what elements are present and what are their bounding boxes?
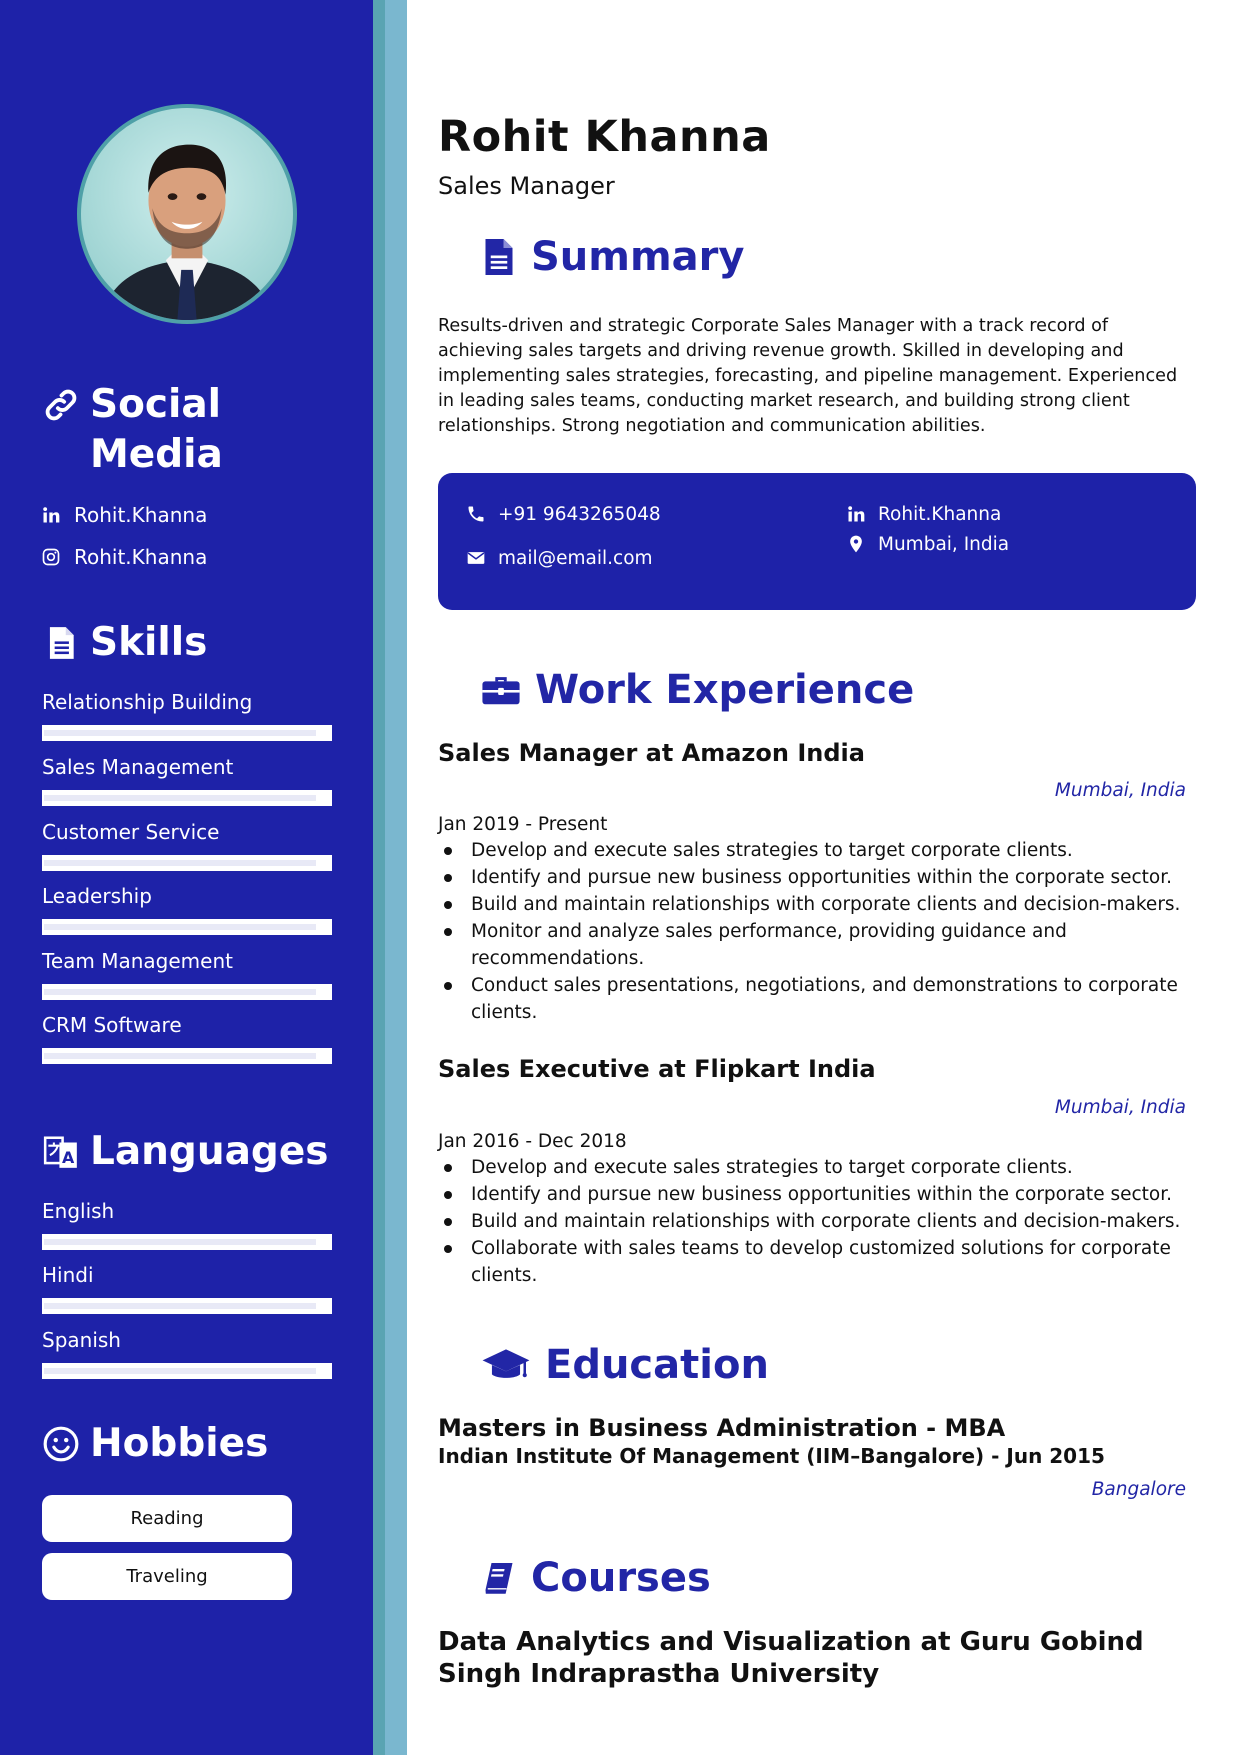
instagram-icon [40, 546, 62, 568]
language-label: English [42, 1199, 115, 1223]
map-pin-icon [844, 533, 868, 555]
candidate-title: Sales Manager [438, 172, 615, 200]
svg-text:A: A [62, 1148, 75, 1168]
email-address: mail@email.com [498, 547, 653, 569]
phone-icon [464, 503, 488, 525]
skill-label: Sales Management [42, 755, 234, 779]
language-label: Spanish [42, 1328, 121, 1352]
skill-item [42, 689, 332, 741]
language-bar [42, 1363, 332, 1379]
linkedin-handle: Rohit.Khanna [74, 503, 208, 527]
skill-bar [42, 1048, 332, 1064]
hobbies-heading-text: Hobbies [90, 1421, 269, 1466]
language-bar [42, 1234, 332, 1250]
list-item: Collaborate with sales teams to develop customized solutions for corporate clients. [438, 1235, 1198, 1289]
summary-heading-text: Summary [531, 234, 745, 280]
languages-heading-text: Languages [90, 1129, 329, 1174]
job-responsibilities [438, 837, 1198, 1026]
summary-heading [481, 234, 744, 280]
skill-item [42, 1012, 332, 1064]
skills-heading [42, 618, 207, 668]
education-school: Indian Institute Of Management (IIM–Bangalore) - Jun 2015 [438, 1444, 1105, 1468]
profile-photo [81, 108, 293, 320]
skill-label: Relationship Building [42, 690, 253, 714]
skill-bar [42, 725, 332, 741]
skill-label: Leadership [42, 884, 152, 908]
job-dates: Jan 2016 - Dec 2018 [438, 1131, 627, 1152]
link-icon [42, 386, 80, 426]
avatar [77, 104, 297, 324]
skill-bar [42, 790, 332, 806]
education-degree: Masters in Business Administration - MBA [438, 1414, 1006, 1442]
skill-bar [42, 855, 332, 871]
list-item: Build and maintain relationships with corporate clients and decision-makers. [438, 1208, 1198, 1235]
language-item [42, 1262, 332, 1314]
job-title: Sales Executive at Flipkart India [438, 1055, 876, 1083]
list-item: Develop and execute sales strategies to target corporate clients. [438, 837, 1198, 864]
contact-phone[interactable] [464, 503, 661, 525]
skill-label: Team Management [42, 949, 233, 973]
education-heading-text: Education [545, 1342, 769, 1388]
skill-label: CRM Software [42, 1013, 182, 1037]
skill-bar-fill [44, 989, 316, 995]
job-dates: Jan 2019 - Present [438, 814, 608, 835]
candidate-name: Rohit Khanna [438, 112, 771, 162]
education-location: Bangalore [1091, 1479, 1186, 1500]
work-experience-heading-text: Work Experience [535, 667, 915, 713]
skill-item [42, 948, 332, 1000]
instagram-handle: Rohit.Khanna [74, 545, 208, 569]
summary-text: Results-driven and strategic Corporate Sales Manager with a track record of achieving sales targets and driving revenue growth. Skilled in developing and implementing sales strategies, forecasting, and pipeline management. Experienced in leading sales teams, conducting market research, and building strong client relationships. Strong negotiation and communication abilities. [438, 316, 1178, 436]
social-instagram[interactable] [40, 545, 207, 569]
envelope-icon [464, 547, 488, 569]
social-media-heading [42, 380, 223, 480]
decorative-stripe [385, 0, 407, 1755]
job-title: Sales Manager at Amazon India [438, 739, 865, 767]
skill-label: Customer Service [42, 820, 220, 844]
decorative-stripe [373, 0, 385, 1755]
hobby-pill: Traveling [42, 1553, 292, 1600]
contact-box [438, 473, 1196, 610]
social-heading-line1: Social [90, 382, 222, 427]
list-item: Build and maintain relationships with corporate clients and decision-makers. [438, 891, 1198, 918]
language-item [42, 1327, 332, 1379]
job-location: Mumbai, India [1054, 1097, 1186, 1118]
skill-bar-fill [44, 924, 316, 930]
document-icon [481, 237, 517, 277]
list-item: Develop and execute sales strategies to target corporate clients. [438, 1154, 1198, 1181]
book-icon [481, 1560, 517, 1596]
skill-item [42, 754, 332, 806]
job-responsibilities [438, 1154, 1198, 1289]
languages-heading [42, 1127, 329, 1177]
skill-bar-fill [44, 860, 316, 866]
list-item: Monitor and analyze sales performance, providing guidance and recommendations. [438, 918, 1198, 972]
location-text: Mumbai, India [878, 533, 1010, 555]
hobbies-heading [42, 1419, 268, 1469]
linkedin-icon [844, 503, 868, 525]
smiley-icon [42, 1425, 80, 1465]
document-icon [42, 624, 80, 664]
skill-item [42, 883, 332, 935]
skill-bar-fill [44, 795, 316, 801]
language-item [42, 1198, 332, 1250]
skill-item [42, 819, 332, 871]
social-heading-line2: Media [90, 432, 223, 477]
skill-bar-fill [44, 730, 316, 736]
contact-linkedin[interactable] [844, 503, 1001, 525]
linkedin-icon [40, 504, 62, 526]
work-experience-heading [481, 667, 914, 713]
phone-number: +91 9643265048 [498, 503, 661, 525]
language-bar-fill [44, 1368, 316, 1374]
social-linkedin[interactable] [40, 503, 207, 527]
list-item: Conduct sales presentations, negotiations, and demonstrations to corporate clients. [438, 972, 1198, 1026]
language-bar-fill [44, 1303, 316, 1309]
language-label: Hindi [42, 1263, 94, 1287]
language-bar [42, 1298, 332, 1314]
education-heading [481, 1342, 769, 1388]
skill-bar-fill [44, 1053, 316, 1059]
courses-heading-text: Courses [531, 1555, 711, 1601]
hobby-pill: Reading [42, 1495, 292, 1542]
skill-bar [42, 919, 332, 935]
contact-location [844, 533, 1009, 555]
course-item: Data Analytics and Visualization at Guru Gobind Singh Indraprastha University [438, 1627, 1144, 1689]
skills-heading-text: Skills [90, 620, 208, 665]
linkedin-handle: Rohit.Khanna [878, 503, 1002, 525]
graduation-cap-icon [481, 1347, 531, 1383]
sidebar [0, 0, 373, 1755]
language-bar-fill [44, 1239, 316, 1245]
contact-email[interactable] [464, 547, 653, 569]
translate-icon [42, 1133, 80, 1173]
skill-bar [42, 984, 332, 1000]
job-location: Mumbai, India [1054, 780, 1186, 801]
list-item: Identify and pursue new business opportunities within the corporate sector. [438, 864, 1198, 891]
courses-heading [481, 1555, 711, 1601]
list-item: Identify and pursue new business opportunities within the corporate sector. [438, 1181, 1198, 1208]
briefcase-icon [481, 672, 521, 708]
